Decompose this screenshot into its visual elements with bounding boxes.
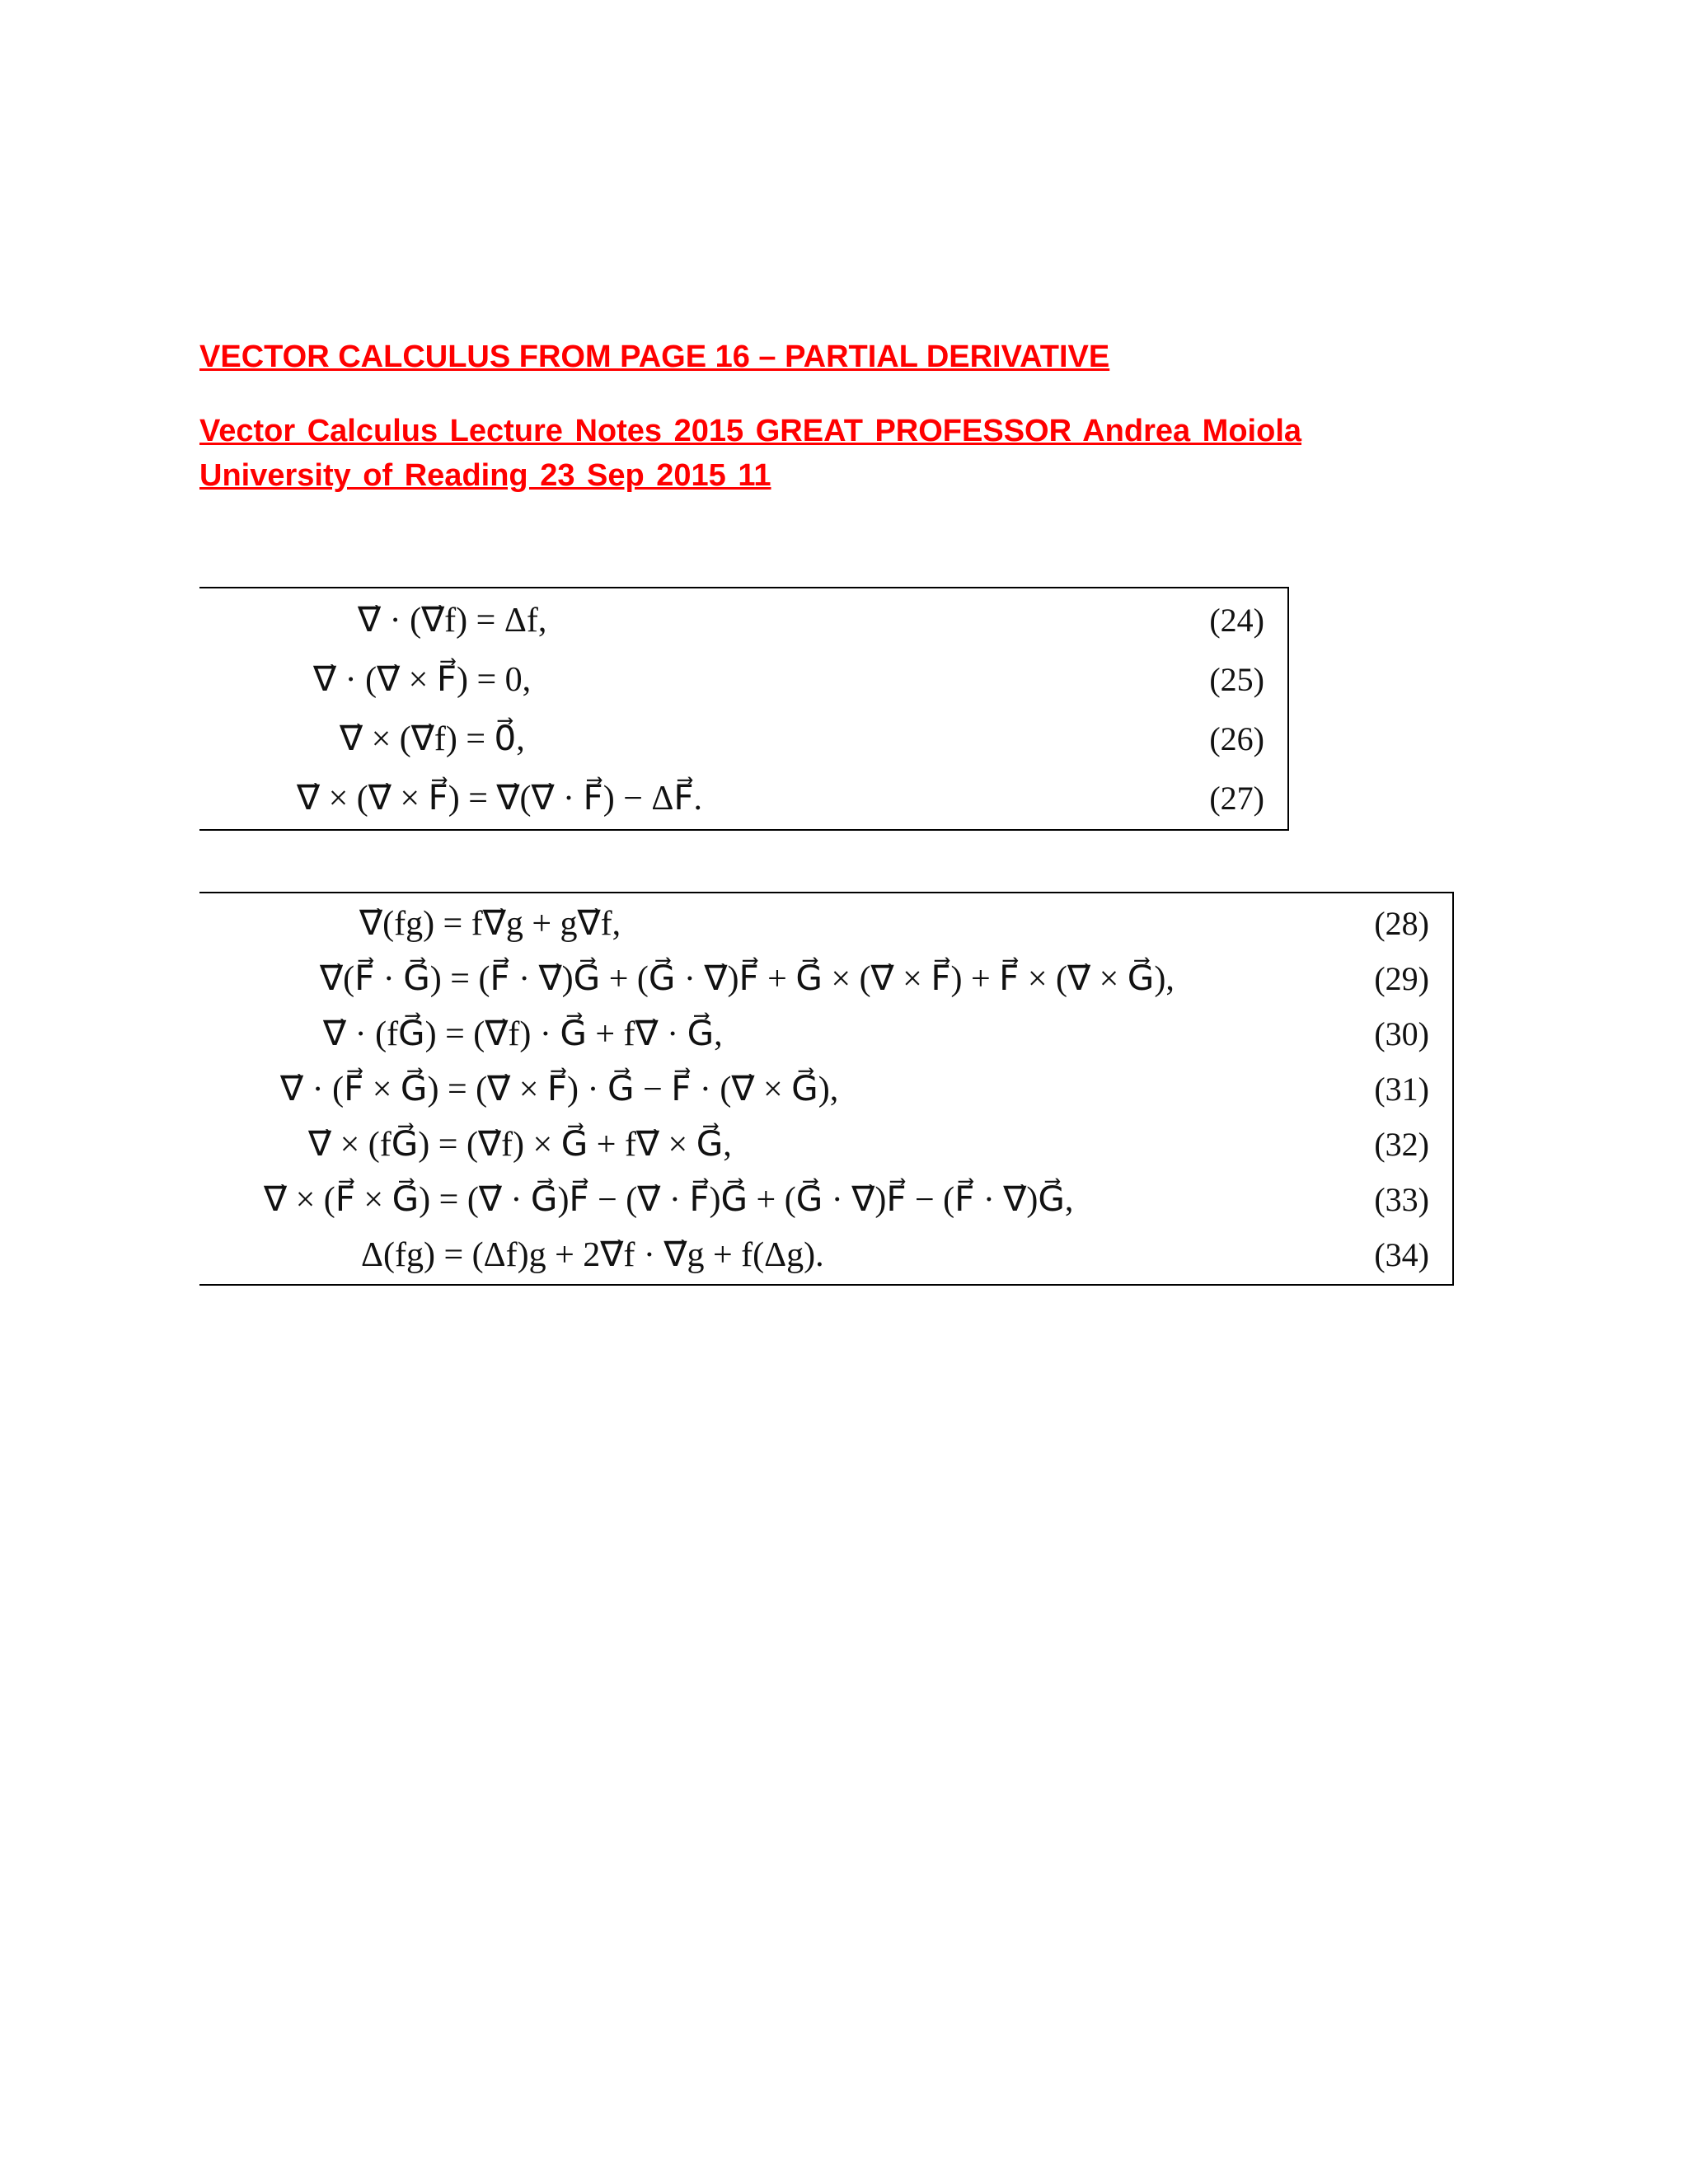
- equation-expression: ∇⃗ · (F⃗ × G⃗) = (∇⃗ × F⃗) · G⃗ − F⃗ · (∇⃗ × G⃗),: [280, 1071, 839, 1108]
- equation-row: [199, 775, 1287, 834]
- equation-row: [199, 1121, 1452, 1176]
- equation-row: [199, 1066, 1452, 1121]
- equation-row: [199, 656, 1287, 715]
- equation-expression: ∇⃗ · (fG⃗) = (∇⃗f) · G⃗ + f∇⃗ · G⃗,: [323, 1015, 723, 1053]
- equation-number: (32): [1374, 1126, 1429, 1163]
- equation-number: (26): [1209, 720, 1264, 757]
- equation-row: [199, 1010, 1452, 1066]
- equation-row: [199, 597, 1287, 656]
- document-title: VECTOR CALCULUS FROM PAGE 16 – PARTIAL DERIVATIVE: [199, 340, 1110, 374]
- equation-row: [199, 1176, 1452, 1231]
- equation-number: (28): [1374, 905, 1429, 942]
- equation-row: [199, 900, 1452, 955]
- equation-number: (31): [1374, 1071, 1429, 1108]
- equation-expression: Δ(fg) = (Δf)g + 2∇⃗f · ∇⃗g + f(Δg).: [361, 1236, 824, 1274]
- equation-expression: ∇⃗ · (∇⃗f) = Δf,: [358, 602, 547, 640]
- equation-expression: ∇⃗(fg) = f∇⃗g + g∇⃗f,: [359, 905, 621, 943]
- equation-number: (27): [1209, 780, 1264, 817]
- equation-row: [199, 715, 1287, 775]
- document-subtitle: Vector Calculus Lecture Notes 2015 GREAT PROFESSOR Andrea Moiola University of Reading 23 Sep 2015 11: [199, 414, 1302, 493]
- equation-row: [199, 955, 1452, 1010]
- equation-number: (30): [1374, 1015, 1429, 1052]
- equation-expression: ∇⃗ × (∇⃗ × F⃗) = ∇⃗(∇⃗ · F⃗) − ΔF⃗.: [297, 780, 703, 818]
- equation-number: (33): [1374, 1181, 1429, 1218]
- equation-expression: ∇⃗ × (F⃗ × G⃗) = (∇⃗ · G⃗)F⃗ − (∇⃗ · F⃗)G⃗ + (G⃗ · ∇⃗)F⃗ − (F⃗ · ∇⃗)G⃗,: [264, 1181, 1074, 1219]
- equation-number: (34): [1374, 1236, 1429, 1273]
- identity-box-product-rules: [199, 892, 1454, 1286]
- equation-expression: ∇⃗ × (∇⃗f) = 0⃗,: [340, 720, 525, 758]
- identity-box-second-order: [199, 587, 1289, 831]
- equation-number: (25): [1209, 661, 1264, 698]
- equation-row: [199, 1231, 1452, 1286]
- equation-number: (24): [1209, 602, 1264, 639]
- equation-number: (29): [1374, 960, 1429, 997]
- equation-expression: ∇⃗ × (fG⃗) = (∇⃗f) × G⃗ + f∇⃗ × G⃗,: [308, 1126, 732, 1164]
- equation-expression: ∇⃗ · (∇⃗ × F⃗) = 0,: [313, 661, 532, 699]
- equation-expression: ∇⃗(F⃗ · G⃗) = (F⃗ · ∇⃗)G⃗ + (G⃗ · ∇⃗)F⃗ + G⃗ × (∇⃗ × F⃗) + F⃗ × (∇⃗ × G⃗),: [320, 960, 1175, 998]
